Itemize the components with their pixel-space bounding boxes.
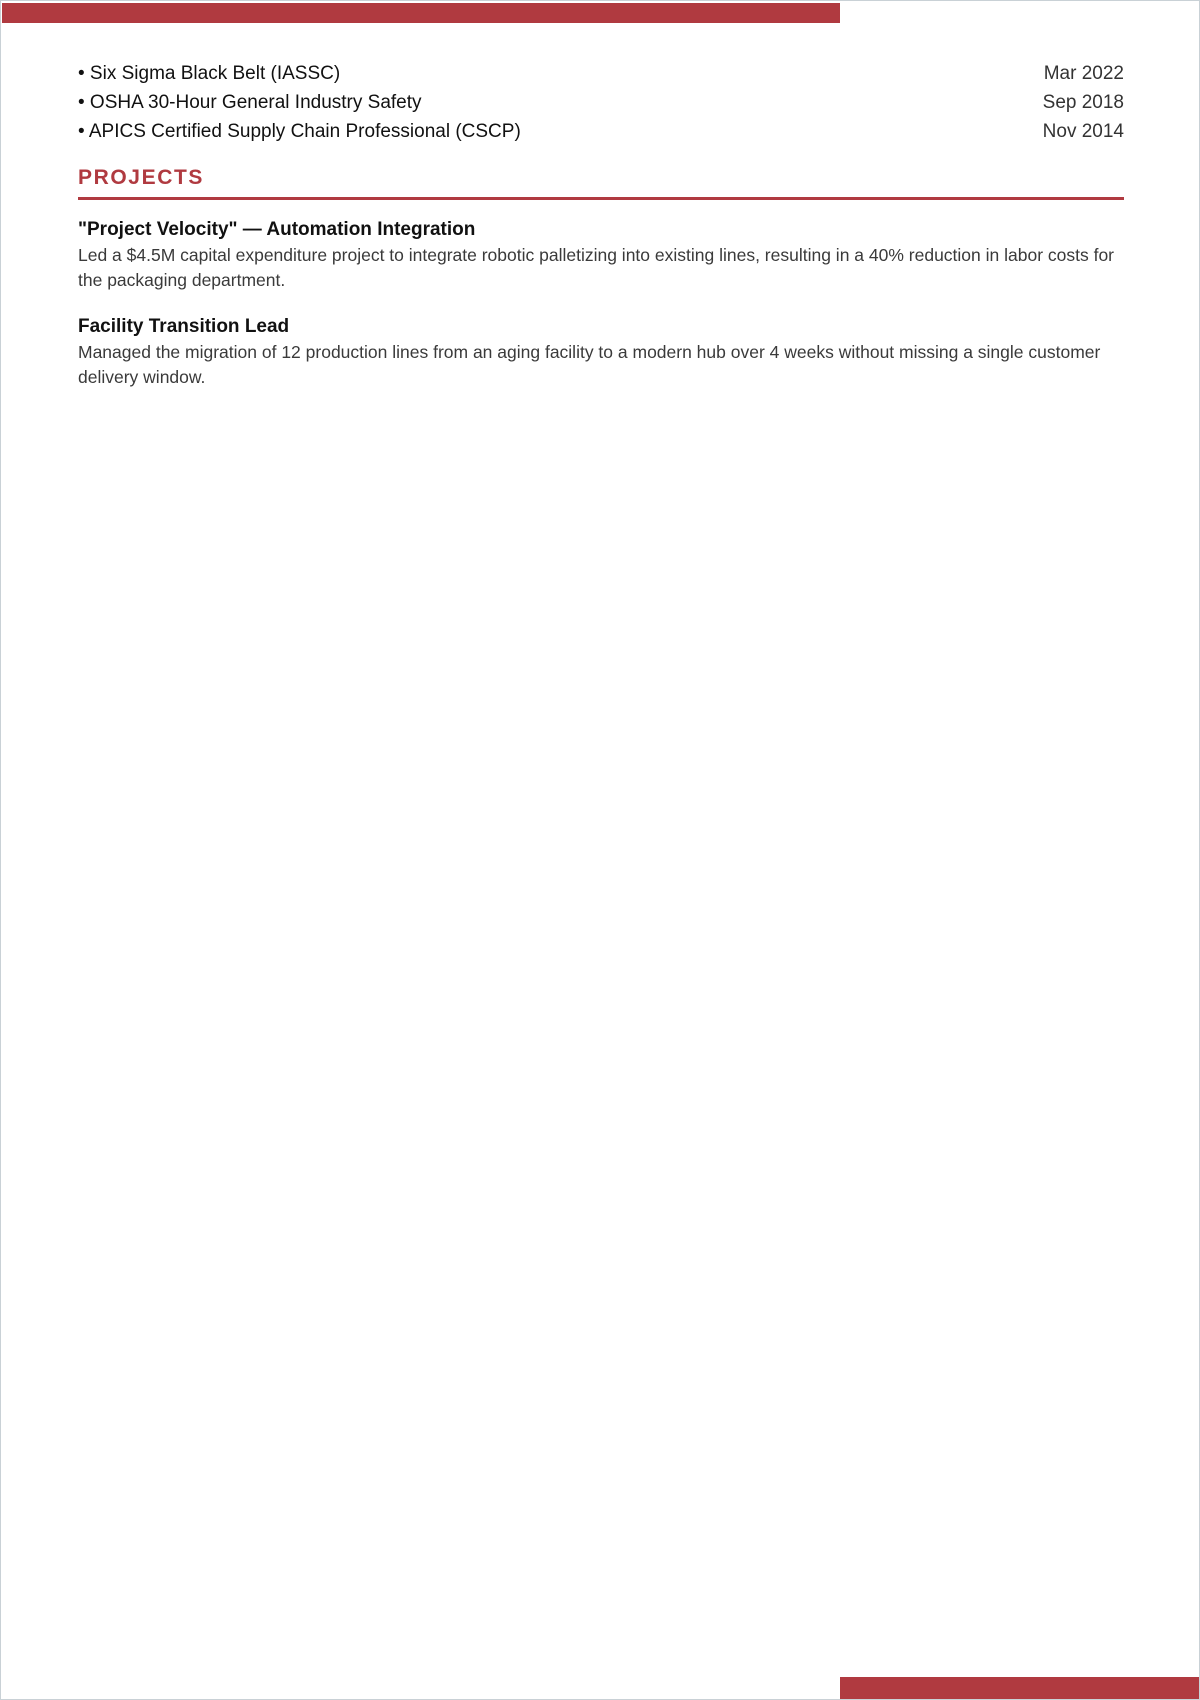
certification-name: • OSHA 30-Hour General Industry Safety [78, 92, 422, 113]
top-accent-bar [2, 3, 840, 23]
project-entry [78, 313, 1124, 389]
certifications-list [78, 59, 1124, 146]
certification-item [78, 117, 1124, 146]
projects-section-header [78, 163, 1124, 200]
certification-item [78, 88, 1124, 117]
resume-content [78, 59, 1124, 389]
certification-name: • APICS Certified Supply Chain Professional (CSCP) [78, 121, 521, 142]
project-description: Led a $4.5M capital expenditure project to integrate robotic palletizing into existing lines, resulting in a 40% reduction in labor costs for the packaging department. [78, 245, 1115, 290]
certification-name: • Six Sigma Black Belt (IASSC) [78, 63, 341, 84]
project-entry [78, 216, 1124, 292]
certification-date: Sep 2018 [1042, 92, 1124, 113]
certification-item [78, 59, 1124, 88]
section-title: PROJECTS [78, 166, 204, 189]
project-title: Facility Transition Lead [78, 316, 290, 337]
project-description: Managed the migration of 12 production lines from an aging facility to a modern hub over 4 weeks without missing a single customer delivery window. [78, 342, 1101, 387]
bottom-accent-bar [840, 1677, 1199, 1699]
project-title: "Project Velocity" — Automation Integration [78, 219, 476, 240]
certification-date: Mar 2022 [1043, 63, 1124, 84]
certification-date: Nov 2014 [1042, 121, 1124, 142]
